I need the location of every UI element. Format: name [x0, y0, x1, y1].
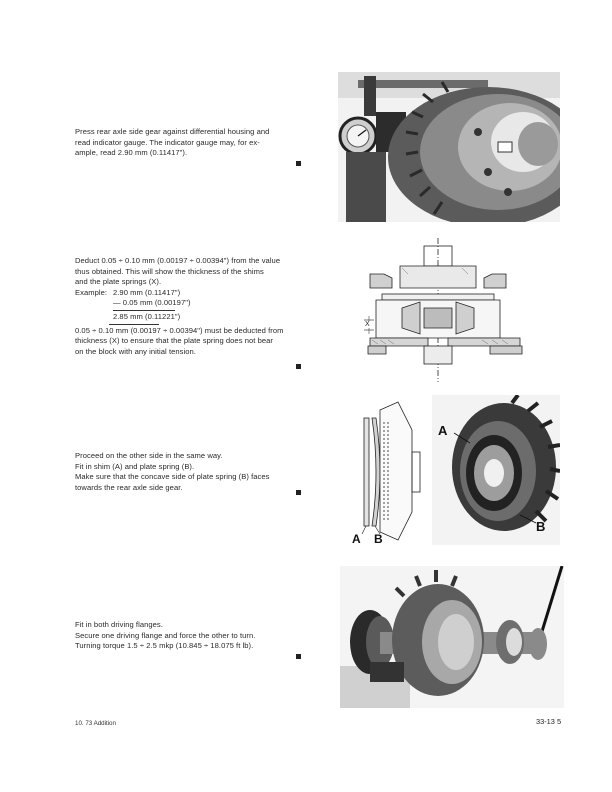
- photo-indicator-gauge: [338, 72, 560, 222]
- example-value-2: — 0.05 mm (0.00197"): [113, 298, 191, 308]
- example-value-1: 2.90 mm (0.11417"): [113, 287, 181, 297]
- section-3-line: Make sure that the concave side of plate spring (B) faces: [75, 472, 270, 482]
- section-1-line: ample, read 2.90 mm (0.11417").: [75, 148, 188, 158]
- diagram-shim-spring: [350, 400, 432, 548]
- section-3-line: towards the rear axle side gear.: [75, 482, 183, 492]
- section-2-outro-line: thickness (X) to ensure that the plate spring does not bear: [75, 336, 273, 346]
- end-mark: [296, 161, 301, 166]
- section-2-outro-line: 0.05 ÷ 0.10 mm (0.00197 ÷ 0.00394") must be deducted from: [75, 325, 284, 335]
- section-4-text: [75, 620, 307, 652]
- section-3-line: Fit in shim (A) and plate spring (B).: [75, 461, 195, 471]
- footer-page-number: 33-13 5: [536, 717, 562, 726]
- photo-label-a: A: [438, 423, 448, 438]
- end-mark: [296, 490, 301, 495]
- section-2-outro-line: on the block with any initial tension.: [75, 346, 196, 356]
- example-block: [75, 288, 307, 323]
- photo-driving-flanges: [340, 566, 564, 708]
- section-2-intro-line: Deduct 0.05 ÷ 0.10 mm (0.00197 ÷ 0.00394") from the value: [75, 256, 281, 265]
- section-4-line: Secure one driving flange and force the other to turn.: [75, 630, 256, 640]
- section-4-line: Fit in both driving flanges.: [75, 620, 163, 629]
- diagram-label-x: X: [365, 321, 370, 328]
- end-mark: [296, 364, 301, 369]
- section-1-line: Press rear axle side gear against differential housing and: [75, 127, 270, 136]
- section-2-intro-line: and the plate springs (X).: [75, 277, 162, 287]
- photo-label-b: B: [536, 519, 546, 534]
- example-divider-2: [109, 324, 159, 325]
- example-result: 2.85 mm (0.11221"): [113, 311, 181, 321]
- section-1-text: [75, 127, 307, 159]
- diagram-label-a: A: [352, 532, 361, 546]
- photo-side-gear: [432, 395, 560, 545]
- diagram-label-b: B: [374, 532, 383, 546]
- section-3-text: [75, 451, 307, 493]
- diagram-differential-section: [362, 238, 528, 382]
- section-1-line: read indicator gauge. The indicator gauge may, for ex-: [75, 137, 260, 147]
- section-3-line: Proceed on the other side in the same way.: [75, 451, 223, 460]
- section-4-line: Turning torque 1.5 ÷ 2.5 mkp (10.845 ÷ 18.075 ft lb).: [75, 641, 254, 651]
- section-2-intro-line: thus obtained. This will show the thickness of the shims: [75, 266, 264, 276]
- example-divider: [113, 310, 175, 311]
- section-2-text: [75, 256, 307, 357]
- end-mark: [296, 654, 301, 659]
- footer-edition: 10. 73 Addition: [75, 720, 116, 727]
- example-label: Example:: [75, 287, 108, 297]
